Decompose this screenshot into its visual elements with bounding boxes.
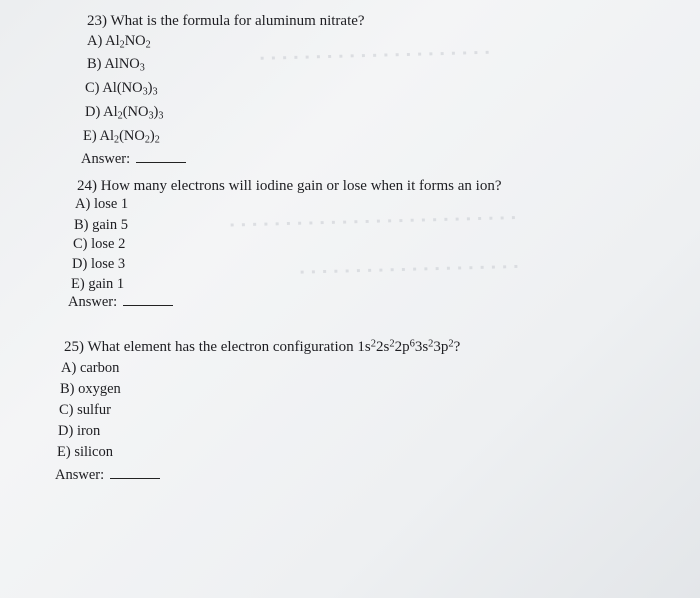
question-stem bbox=[77, 177, 502, 196]
answer-line bbox=[81, 151, 186, 168]
option-letter: B) bbox=[87, 56, 105, 72]
subscript: 3 bbox=[148, 110, 154, 122]
formula-text: Al bbox=[105, 33, 120, 49]
option-c[interactable] bbox=[59, 402, 111, 419]
option-text: iron bbox=[76, 423, 101, 439]
superscript: 2 bbox=[448, 338, 454, 350]
chemical-formula bbox=[100, 128, 160, 144]
formula-text: 3s bbox=[414, 339, 429, 355]
formula-text: (NO bbox=[119, 128, 145, 144]
question-text: What is the formula for aluminum nitrate? bbox=[110, 13, 365, 29]
option-letter: A) bbox=[75, 196, 91, 212]
subscript: 3 bbox=[152, 86, 158, 98]
option-text: carbon bbox=[79, 360, 120, 376]
formula-text: ) bbox=[147, 80, 153, 96]
chemical-formula bbox=[103, 104, 163, 120]
question-text: How many electrons will iodine gain or lose when it forms an ion? bbox=[100, 178, 502, 194]
option-text: gain 5 bbox=[92, 217, 128, 233]
question-stem bbox=[64, 338, 460, 357]
option-text: lose 2 bbox=[91, 236, 126, 252]
superscript: 2 bbox=[370, 338, 376, 350]
answer-blank[interactable] bbox=[136, 161, 186, 163]
option-letter: B) bbox=[74, 217, 89, 233]
option-e[interactable] bbox=[83, 128, 160, 145]
option-d[interactable] bbox=[58, 423, 100, 440]
formula-text: 2s bbox=[375, 339, 390, 355]
option-d[interactable] bbox=[85, 104, 163, 121]
chemical-formula bbox=[105, 33, 151, 49]
option-d[interactable] bbox=[72, 256, 125, 273]
option-text: sulfur bbox=[77, 402, 111, 418]
question-number: 24) bbox=[77, 178, 97, 194]
option-a[interactable] bbox=[61, 360, 119, 377]
option-letter: E) bbox=[83, 128, 100, 144]
option-text: silicon bbox=[74, 444, 113, 460]
answer-blank[interactable] bbox=[110, 477, 160, 479]
superscript: 2 bbox=[389, 338, 395, 350]
answer-label: Answer: bbox=[81, 151, 131, 167]
option-text: lose 1 bbox=[93, 196, 129, 212]
formula-text: Al(NO bbox=[102, 80, 143, 96]
bleed-through-decoration: ▪ ▪ ▪ ▪ ▪ ▪ ▪ ▪ ▪ ▪ ▪ ▪ ▪ ▪ ▪ ▪ ▪ ▪ ▪ ▪ ▪ ▪ ▪ ▪ ▪ ▪ bbox=[229, 210, 518, 232]
option-text: gain 1 bbox=[88, 276, 125, 292]
option-b[interactable] bbox=[74, 217, 128, 234]
option-c[interactable] bbox=[85, 80, 158, 97]
option-letter: D) bbox=[72, 256, 88, 272]
formula-text: NO bbox=[124, 33, 146, 49]
option-a[interactable] bbox=[75, 196, 128, 213]
question-mark: ? bbox=[453, 339, 461, 355]
option-text: lose 3 bbox=[90, 256, 126, 272]
chemical-formula bbox=[102, 80, 157, 96]
option-letter: C) bbox=[85, 80, 103, 96]
option-letter: E) bbox=[57, 444, 71, 460]
formula-text: ) bbox=[153, 104, 159, 120]
subscript: 2 bbox=[154, 134, 160, 146]
subscript: 3 bbox=[158, 110, 164, 122]
question-number: 25) bbox=[64, 339, 84, 355]
option-letter: E) bbox=[71, 276, 85, 292]
bleed-through-decoration: ▪ ▪ ▪ ▪ ▪ ▪ ▪ ▪ ▪ ▪ ▪ ▪ ▪ ▪ ▪ ▪ ▪ ▪ ▪ ▪ ▪ bbox=[259, 44, 492, 66]
option-letter: B) bbox=[60, 381, 75, 397]
option-b[interactable] bbox=[60, 381, 121, 398]
formula-text: AlNO bbox=[104, 56, 140, 72]
option-letter: A) bbox=[87, 33, 106, 49]
question-number: 23) bbox=[87, 13, 107, 29]
answer-line bbox=[68, 294, 173, 311]
subscript: 2 bbox=[145, 39, 151, 51]
electron-configuration bbox=[357, 339, 453, 355]
option-e[interactable] bbox=[71, 276, 124, 293]
bleed-through-decoration: ▪ ▪ ▪ ▪ ▪ ▪ ▪ ▪ ▪ ▪ ▪ ▪ ▪ ▪ ▪ ▪ ▪ ▪ ▪ ▪ bbox=[299, 259, 521, 279]
option-e[interactable] bbox=[57, 444, 113, 461]
answer-line bbox=[55, 467, 160, 484]
formula-text: 3p bbox=[433, 339, 449, 355]
subscript: 2 bbox=[144, 134, 150, 146]
superscript: 2 bbox=[428, 338, 434, 350]
chemical-formula bbox=[104, 56, 145, 72]
option-b[interactable] bbox=[87, 56, 145, 73]
answer-label: Answer: bbox=[68, 294, 118, 310]
answer-label: Answer: bbox=[55, 467, 105, 483]
answer-blank[interactable] bbox=[123, 304, 173, 306]
subscript: 3 bbox=[142, 86, 148, 98]
formula-text: 1s bbox=[357, 339, 371, 355]
formula-text: ) bbox=[149, 128, 155, 144]
option-letter: C) bbox=[73, 236, 88, 252]
superscript: 6 bbox=[409, 338, 415, 350]
formula-text: (NO bbox=[122, 104, 149, 120]
subscript: 2 bbox=[117, 110, 123, 122]
question-stem bbox=[87, 12, 365, 31]
option-text: oxygen bbox=[78, 381, 121, 397]
question-text: What element has the electron configuration bbox=[87, 339, 354, 355]
formula-text: Al bbox=[103, 104, 118, 120]
subscript: 2 bbox=[119, 39, 125, 51]
option-a[interactable] bbox=[87, 33, 151, 50]
option-letter: A) bbox=[61, 360, 77, 376]
subscript: 2 bbox=[114, 134, 120, 146]
subscript: 3 bbox=[139, 62, 145, 74]
formula-text: Al bbox=[99, 128, 115, 144]
option-letter: C) bbox=[59, 402, 74, 418]
option-letter: D) bbox=[58, 423, 74, 439]
formula-text: 2p bbox=[394, 339, 410, 355]
option-c[interactable] bbox=[73, 236, 125, 253]
option-letter: D) bbox=[85, 104, 104, 120]
